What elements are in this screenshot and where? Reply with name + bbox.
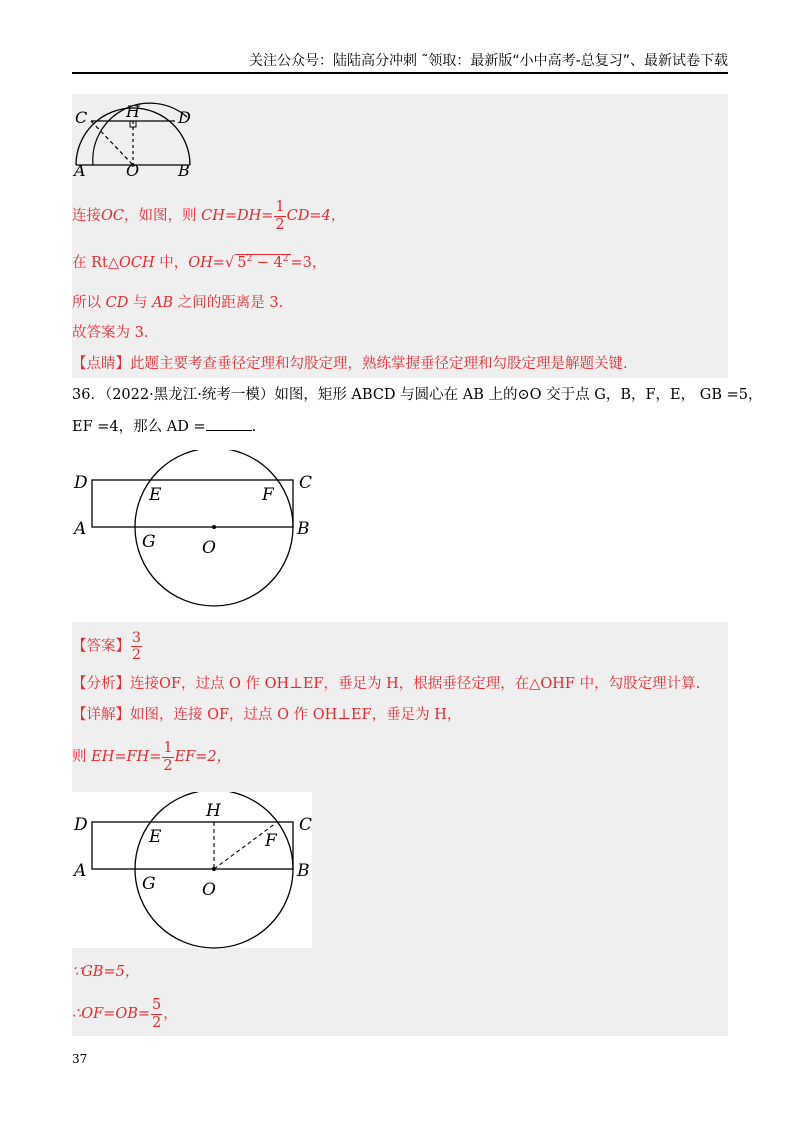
solution35-line4: 故答案为 3.: [72, 325, 149, 341]
label-b: B: [297, 519, 310, 539]
label-c: C: [75, 108, 88, 127]
analysis36: 【分析】连接OF，过点 O 作 OH⊥EF，垂足为 H，根据垂径定理，在△OHF 中，勾股定理计算.: [72, 676, 701, 692]
detail36-line4: ∴OF=OB= $\frac{5}{2}$ ，: [72, 997, 178, 1031]
label-c: C: [299, 473, 313, 493]
rect-circle-figure-with-h: [72, 792, 332, 952]
semicircle-figure: [72, 96, 202, 176]
solution35-line3: 所以 CD 与 AB 之间的距离是 3.: [72, 295, 284, 311]
label-c: C: [299, 815, 313, 835]
label-o: O: [126, 161, 140, 176]
answer-blank: [206, 418, 252, 431]
label-a: A: [74, 519, 87, 539]
solution35-key-point: 【点睛】此题主要考查垂径定理和勾股定理，熟练掌握垂径定理和勾股定理是解题关键.: [72, 356, 628, 372]
label-d: D: [74, 815, 88, 835]
solution35-line2: 在 Rt△OCH 中，OH=√ $5^2 - 4^2 =3$，: [72, 254, 327, 271]
solution35-line1: 连接OC，如图，则 CH=DH= $\frac{1}{2}$ CD=4，: [72, 199, 346, 233]
label-g: G: [142, 874, 156, 894]
label-e: E: [149, 827, 162, 847]
problem36-line1: 36．（2022·黑龙江·统考一模）如图，矩形 ABCD 与圆心在 AB 上的⊙O 交于点 G，B，F，E， GB =5，: [72, 387, 763, 403]
page-header: 关注公众号：陆陆高分冲刺 ˜领取：最新版“小中高考-总复习”、最新试卷下载: [248, 53, 728, 69]
header-rule: [72, 72, 728, 74]
label-a: A: [74, 861, 87, 881]
label-f: F: [265, 831, 277, 851]
label-b: B: [178, 161, 190, 176]
label-h: H: [206, 801, 221, 821]
label-a: A: [74, 161, 86, 176]
rect-circle-figure: [72, 450, 332, 610]
label-f: F: [262, 485, 274, 505]
detail36-line1: 【详解】如图，连接 OF，过点 O 作 OH⊥EF，垂足为 H，: [72, 707, 462, 723]
label-o: O: [202, 880, 216, 900]
label-g: G: [142, 532, 156, 552]
label-d: D: [178, 108, 191, 127]
label-o: O: [202, 538, 216, 558]
label-b: B: [297, 861, 310, 881]
label-d: D: [74, 473, 88, 493]
detail36-line2: 则 EH=FH= $\frac{1}{2}$ EF=2，: [72, 740, 232, 774]
page-number: 37: [72, 1052, 88, 1066]
answer36: 【答案】 $\frac{3}{2}$: [72, 630, 141, 664]
label-e: E: [149, 485, 162, 505]
problem36-line2: EF =4，那么 AD = .: [72, 419, 257, 435]
label-h: H: [126, 102, 140, 121]
detail36-line3: ∵GB=5，: [72, 964, 140, 980]
